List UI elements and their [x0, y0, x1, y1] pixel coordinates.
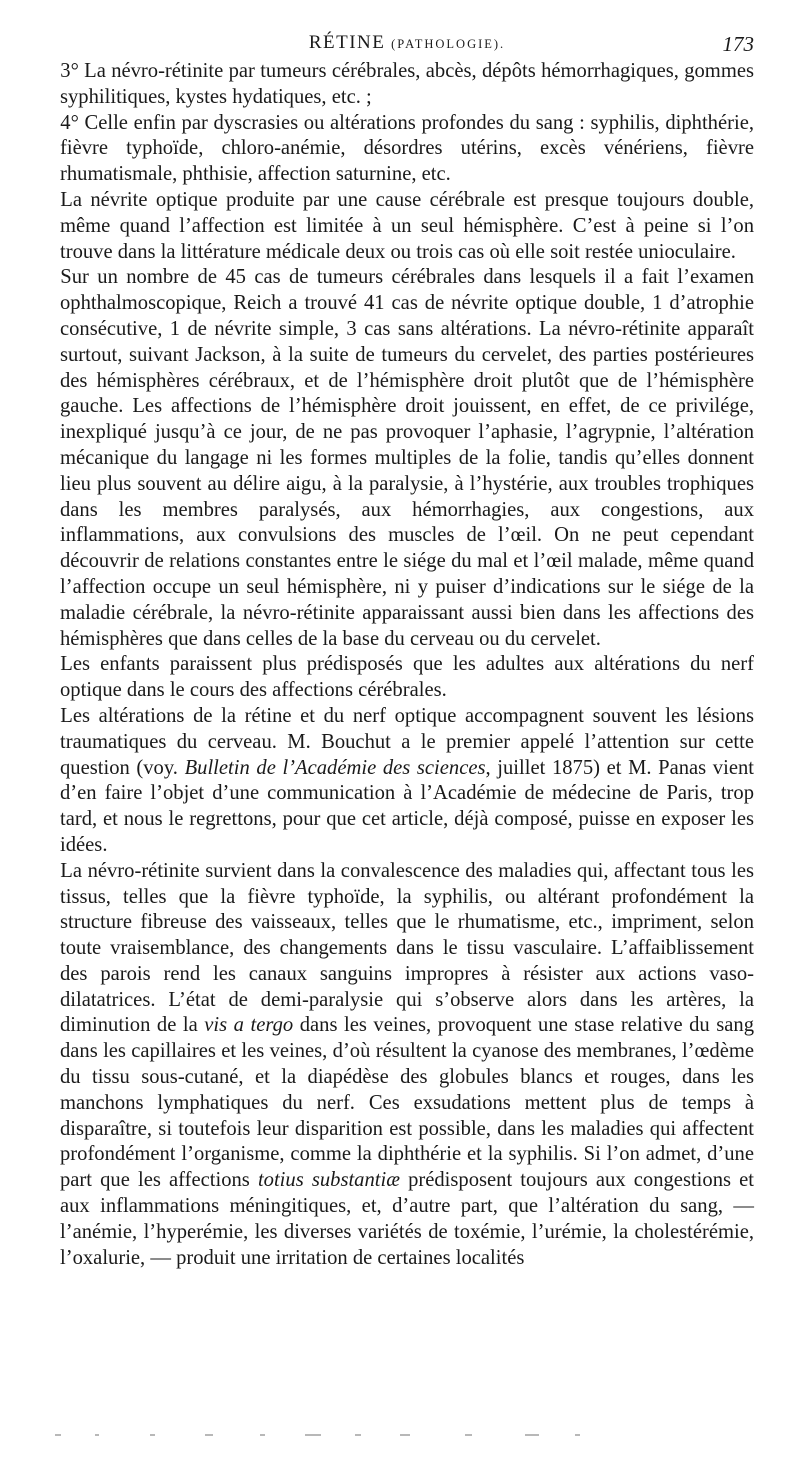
paragraph-4: 4° Celle enfin par dyscrasies ou altérations profondes du sang : syphilis, diphthérie, fièvre typhoïde, chloro-anémie, désordres utérins, excès vénériens, fièvre rhumatismale, phthisie, affection saturnine, etc.: [60, 111, 754, 186]
running-title: [60, 32, 754, 54]
text-run: Les altérations de la rétine et du nerf optique accompagnent souvent les lésions traumatiques du cerveau. M. Bouchut a le premier appelé l’attention sur cette question (voy.: [60, 704, 754, 779]
scan-speck: [205, 1434, 213, 1436]
scan-speck: [55, 1434, 61, 1436]
text-run: dans les veines, provoquent une stase relative du sang dans les capillaires et les veines, d’où résultent la cyanose des membranes, l’œdème du tissu sous-cutané, et la diapédèse des globules blancs et rouges, dans les manchons lymphatiques du nerf. Ces exsudations mettent plus de temps à disparaître, si toutefois leur disparition est possible, dans les maladies qui affectent profondément l’organisme, comme la diphthérie et la syphilis. Si l’on admet, d’une part que les affections: [60, 1014, 754, 1192]
paragraph-3: 3° La névro-rétinite par tumeurs cérébrales, abcès, dépôts hémorrhagiques, gommes syphilitiques, kystes hydatiques, etc. ;: [60, 60, 754, 108]
latin-term-italic: vis a tergo: [204, 1014, 294, 1037]
text-run: prédisposent toujours aux congestions et aux inflammations méningitiques, et, d’autre part, que l’altération du sang, — l’anémie, l’hyperémie, les diverses variétés de toxémie, l’urémie, la cholestérémie, l’oxalurie, — produit une irritation de certaines localités: [60, 1169, 754, 1269]
latin-term-italic: totius substantiæ: [257, 1169, 400, 1192]
scan-speck: [305, 1434, 321, 1436]
scan-speck: [150, 1434, 155, 1436]
paragraph-children: Les enfants paraissent plus prédisposés que les adultes aux altérations du nerf optique dans le cours des affections cérébrales.: [60, 653, 754, 702]
body-text: [60, 59, 754, 1271]
text-run: La névro-rétinite survient dans la convalescence des maladies qui, affectant tous les tissus, telles que la fièvre typhoïde, la syphilis, ou altérant profondément la structure fibreuse des vaisseaux, telles que le rhumatisme, etc., impriment, selon toute vraisemblance, des changements dans le tissu vasculaire. L’affaiblissement des parois rend les canaux sanguins impropres à résister aux actions vaso-dilatatrices. L’état de demi-paralysie qui s’observe alors dans les artères, la diminution de la: [60, 859, 754, 1037]
scan-speck: [525, 1434, 539, 1436]
page-number: 173: [722, 32, 754, 56]
paragraph-traumatic-lesions: [60, 704, 754, 859]
scan-speck: [465, 1434, 472, 1436]
text-run: , juillet 1875) et M. Panas vient d’en faire l’objet d’une communication à l’Académie de médecine de Paris, trop tard, et nous le regrettons, pour que cet article, déjà composé, puisse en exposer les idées.: [60, 756, 754, 856]
scan-artifact: [55, 1432, 745, 1440]
paragraph-cerebral-cause: La névrite optique produite par une cause cérébrale est presque toujours double, même quand l’affection est limitée à un seul hémisphère. C’est à peine si l’on trouve dans la littérature médicale deux ou trois cas où elle soit restée unioculaire.: [60, 188, 754, 263]
paragraph-tumor-statistics: Sur un nombre de 45 cas de tumeurs cérébrales dans lesquels il a fait l’examen ophthalmoscopique, Reich a trouvé 41 cas de névrite optique double, 1 d’atrophie consécutive, 1 de névrite simple, 3 cas sans altérations. La névro-rétinite apparaît surtout, suivant Jackson, à la suite de tumeurs du cervelet, des parties postérieures des hémisphères cérébraux, et de l’hémisphère droit plutôt que de l’hémisphère gauche. Les affections de l’hémisphère droit jouissent, en effet, de ce privilége, inexpliqué jusqu’à ce jour, de ne pas provoquer l’aphasie, l’agrypnie, l’altération mécanique du langage ni les formes multiples de la folie, tandis qu’elles donnent lieu plus souvent au délire aigu, à la paralysie, à l’hystérie, aux troubles trophiques dans les membres paralysés, aux hémorrhagies, aux congestions, aux inflammations, aux convulsions des muscles de l’œil. On ne peut cependant découvrir de relations constantes entre le siége du mal et l’œil malade, même quand l’affection occupe un seul hémisphère, ni y puiser d’indications sur le siége de la maladie cérébrale, la névro-rétinite apparaissant aussi bien dans les affections des hémisphères que dans celles de la base du cerveau ou du cervelet.: [60, 266, 754, 650]
running-title-main: RÉTINE: [308, 32, 386, 53]
scan-speck: [95, 1434, 99, 1436]
scan-speck: [260, 1434, 265, 1436]
scan-speck: [575, 1434, 580, 1436]
scan-speck: [400, 1434, 410, 1436]
running-title-sub: (PATHOLOGIE).: [391, 37, 506, 51]
page-header: [60, 32, 754, 56]
scan-speck: [355, 1434, 361, 1436]
citation-italic: Bulletin de l’Académie des sciences: [184, 756, 486, 779]
paragraph-convalescence: [60, 859, 754, 1272]
